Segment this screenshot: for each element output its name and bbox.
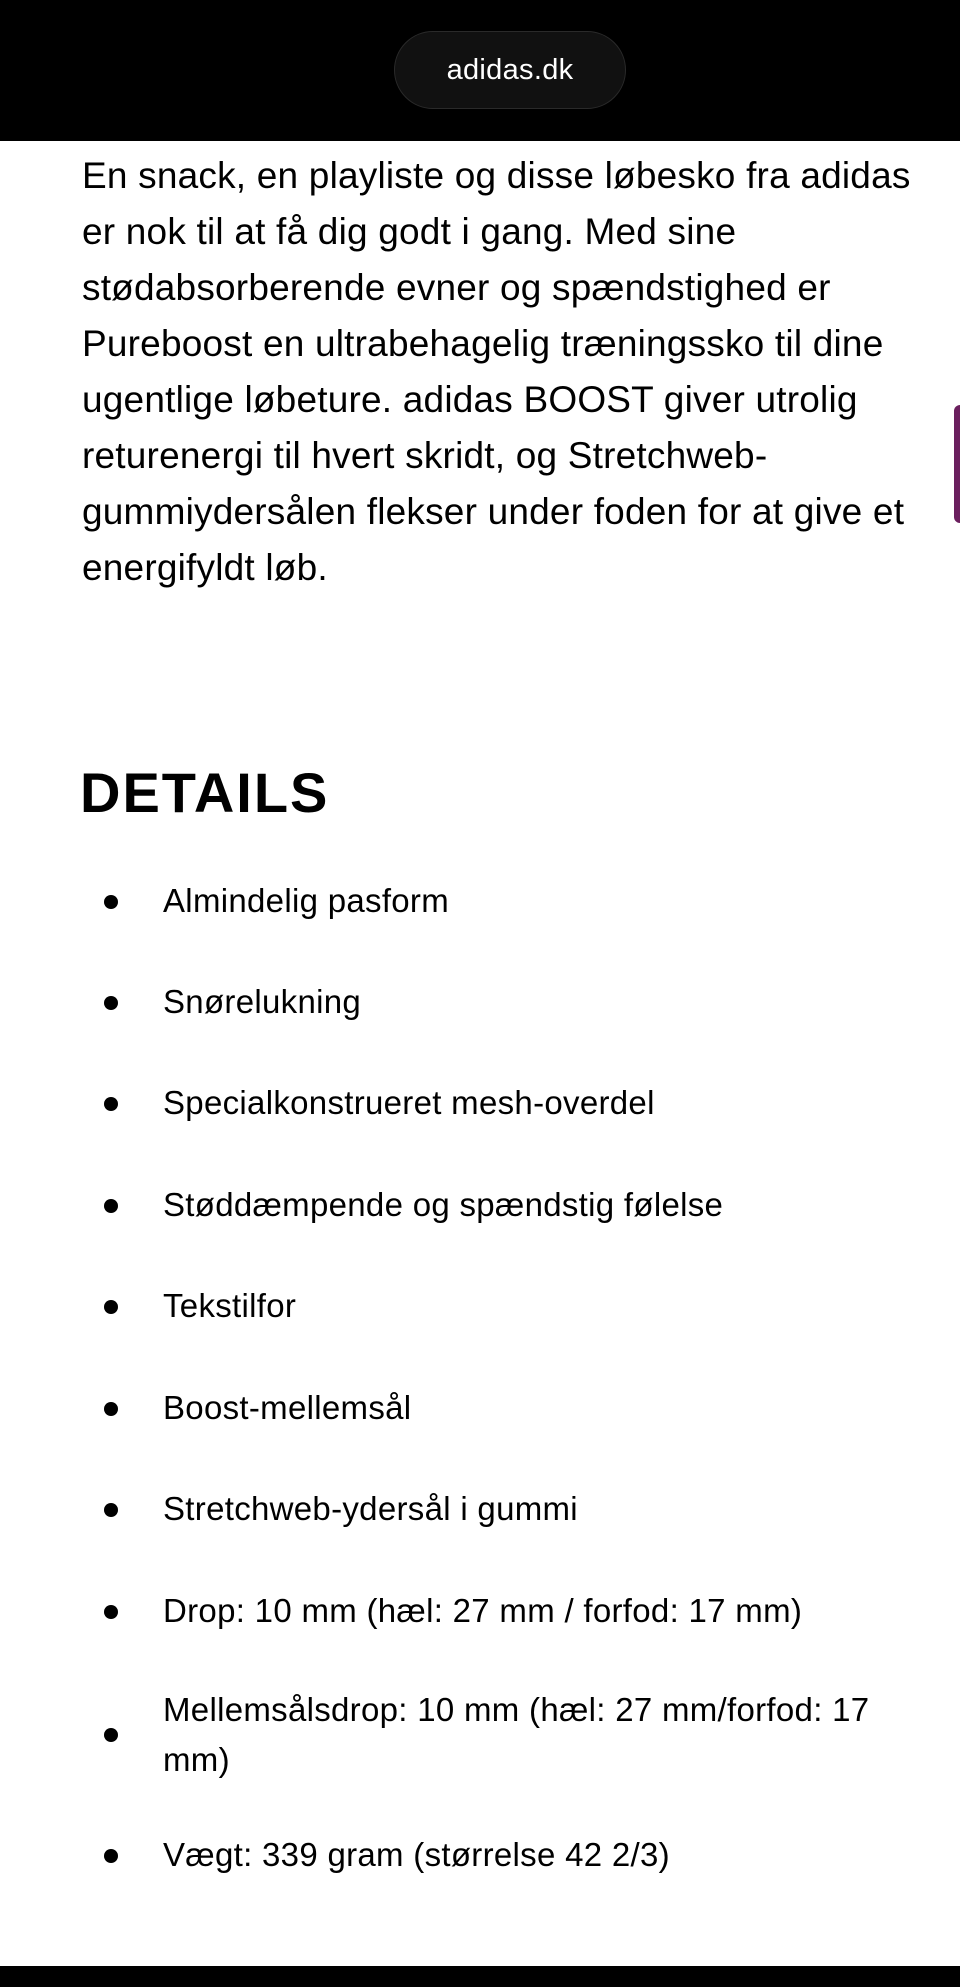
detail-item-text: Tekstilfor: [163, 1287, 297, 1324]
bullet-icon: [104, 1605, 118, 1619]
bullet-icon: [104, 1300, 118, 1314]
bullet-icon: [104, 996, 118, 1010]
bullet-icon: [104, 1199, 118, 1213]
product-description: En snack, en playliste og disse løbesko fra adidas er nok til at få dig godt i gang. Med sine stødabsorberende evner og spændstighed er Pureboost en ultrabehagelig træningssko til dine ugentlige løbeture. adidas BOOST giver utrolig returenergi til hvert skridt, og Stretchweb-gummiydersålen flekser under foden for at give et energifyldt løb.: [82, 155, 911, 588]
detail-item-text: Almindelig pasform: [163, 882, 450, 919]
bottom-system-bar: [0, 1966, 960, 1987]
detail-item-text: Specialkonstrueret mesh-overdel: [163, 1084, 655, 1121]
detail-item-text: Vægt: 339 gram (størrelse 42 2/3): [163, 1836, 670, 1873]
detail-item-text: Støddæmpende og spændstig følelse: [163, 1186, 724, 1223]
bullet-icon: [104, 1849, 118, 1863]
bullet-icon: [104, 895, 118, 909]
bullet-icon: [104, 1402, 118, 1416]
detail-item-text: Drop: 10 mm (hæl: 27 mm / forfod: 17 mm): [163, 1592, 803, 1629]
details-heading: DETAILS: [80, 761, 330, 824]
url-bar[interactable]: adidas.dk: [394, 31, 626, 109]
detail-item-text: Mellemsålsdrop: 10 mm (hæl: 27 mm/forfod: 17 mm): [163, 1691, 870, 1778]
browser-top-bar: [0, 0, 960, 141]
bullet-icon: [104, 1728, 118, 1742]
detail-item-text: Snørelukning: [163, 983, 362, 1020]
side-tab-handle[interactable]: [954, 405, 960, 523]
detail-item-text: Boost-mellemsål: [163, 1389, 412, 1426]
bullet-icon: [104, 1503, 118, 1517]
bullet-icon: [104, 1097, 118, 1111]
detail-item-text: Stretchweb-ydersål i gummi: [163, 1490, 578, 1527]
